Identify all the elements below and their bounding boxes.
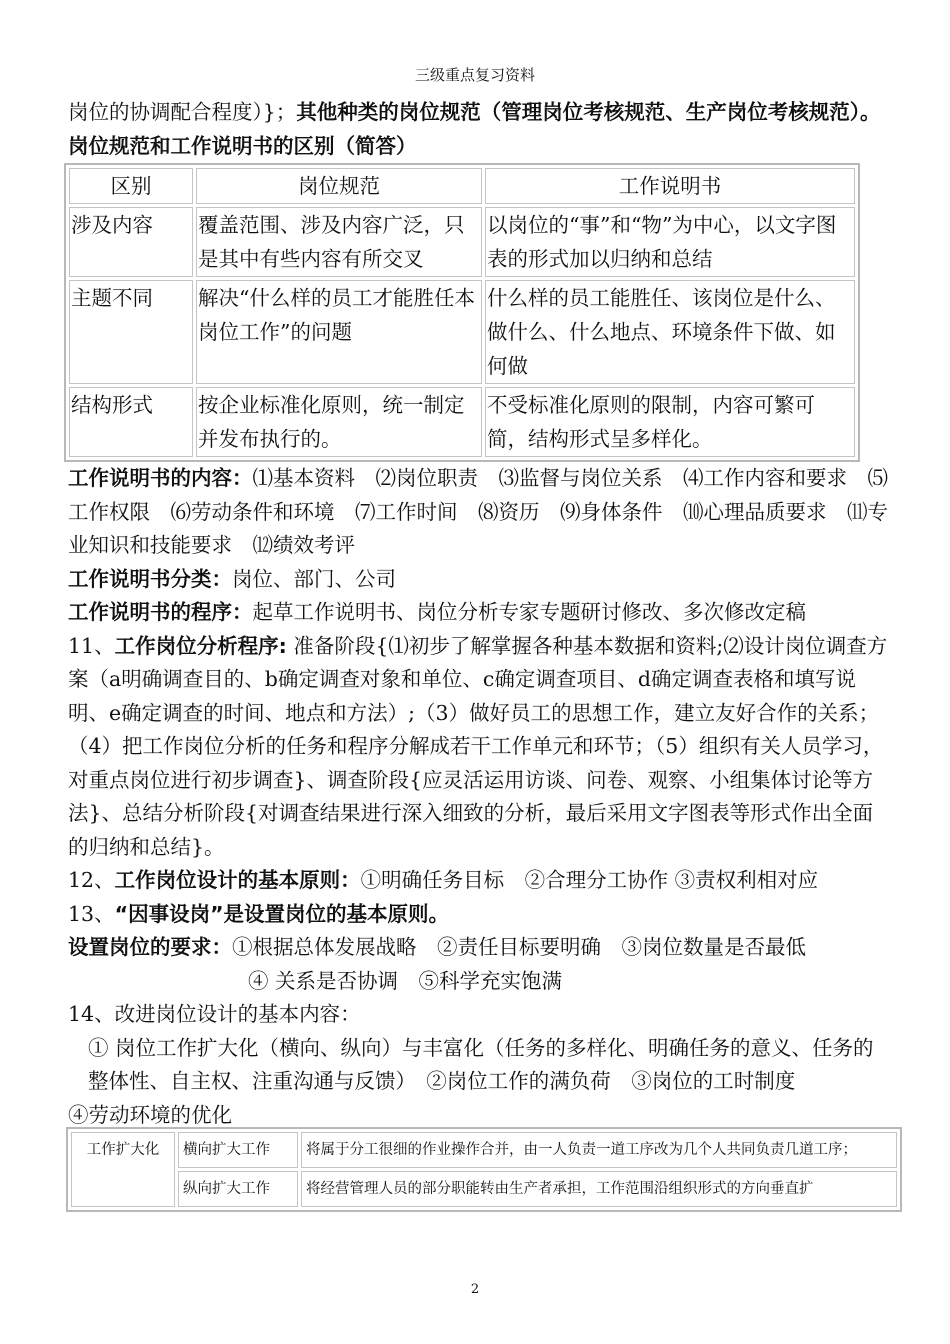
section-13-number: 13、 bbox=[68, 901, 115, 926]
section-13-label: “因事设岗”是设置岗位的基本原则。 bbox=[114, 901, 450, 926]
table-cell: 横向扩大工作 bbox=[178, 1132, 298, 1168]
section-14-text: ① 岗位工作扩大化（横向、纵向）与丰富化（任务的多样化、明确任务的意义、任务的整体性、自主权、注重沟通与反馈） ②岗位工作的满负荷 ③岗位的工时制度 bbox=[88, 1035, 874, 1093]
section-12-number: 12、 bbox=[68, 868, 115, 892]
section-12 bbox=[68, 864, 888, 898]
table-row bbox=[69, 387, 855, 457]
table-cell: 将经营管理人员的部分职能转由生产者承担，工作范围沿组织形式的方向垂直扩 bbox=[301, 1171, 897, 1207]
section-11-text: 准备阶段{⑴初步了解掌握各种基本数据和资料;⑵设计岗位调查方案（a明确调查目的、b确定调查对象和单位、c确定调查项目、d确定调查表格和填写说明、e确定调查的时间、地点和方法）;（3）做好员工的思想工作，建立友好合作的关系；（4）把工作岗位分析的任务和程序分解成若干工作单元和环节；（5）组织有关人员学习，对重点岗位进行初步调查}、调查阶段{应灵活运用访谈、问卷、观察、小组集体讨论等方法}、总结分析阶段{对调查结果进行深入细致的分析，最后采用文字图表等形式作出全面的归纳和总结}。 bbox=[68, 633, 888, 859]
table-row bbox=[69, 280, 855, 384]
section-11-number: 11、 bbox=[68, 633, 115, 658]
requirements-line2: ④ 关系是否协调 ⑤科学充实饱满 bbox=[248, 968, 563, 993]
jd-class-label: 工作说明书分类： bbox=[68, 566, 232, 591]
jd-proc-label: 工作说明书的程序： bbox=[68, 600, 253, 624]
table-cell: 解决“什么样的员工才能胜任本岗位工作”的问题 bbox=[196, 280, 482, 384]
document-body bbox=[68, 96, 888, 1132]
jd-content-paragraph bbox=[68, 462, 888, 563]
table-cell: 纵向扩大工作 bbox=[178, 1171, 298, 1207]
requirements-paragraph bbox=[68, 931, 888, 965]
table-cell: 结构形式 bbox=[69, 387, 193, 457]
jd-content-label: 工作说明书的内容： bbox=[68, 466, 253, 490]
section-11 bbox=[68, 630, 888, 865]
header-cell: 区别 bbox=[69, 168, 193, 204]
table-cell: 以岗位的“事”和“物”为中心，以文字图表的形式加以归纳和总结 bbox=[485, 207, 855, 277]
table-cell: 涉及内容 bbox=[69, 207, 193, 277]
section-14-title: 14、改进岗位设计的基本内容： bbox=[68, 1002, 361, 1026]
table-row bbox=[69, 207, 855, 277]
other-norms-text: 其他种类的岗位规范（管理岗位考核规范、生产岗位考核规范）。 bbox=[296, 100, 881, 124]
table-cell: 什么样的员工能胜任、该岗位是什么、做什么、什么地点、环境条件下做、如何做 bbox=[485, 280, 855, 384]
section-13 bbox=[68, 898, 888, 932]
requirements-line1: ①根据总体发展战略 ②责任目标要明确 ③岗位数量是否最低 bbox=[232, 935, 806, 959]
job-enlargement-table bbox=[66, 1127, 902, 1212]
jd-class-text: 岗位、部门、公司 bbox=[232, 566, 396, 591]
table-cell: 覆盖范围、涉及内容广泛，只是其中有些内容有所交叉 bbox=[196, 207, 482, 277]
jd-content-text: ⑴基本资料 ⑵岗位职责 ⑶监督与岗位关系 ⑷工作内容和要求 ⑸工作权限 ⑹劳动条件和环境 ⑺工作时间 ⑻资历 ⑼身体条件 ⑽心理品质要求 ⑾专业知识和技能要求 ⑿绩效考评 bbox=[68, 466, 888, 557]
section-11-label: 工作岗位分析程序: bbox=[114, 633, 287, 658]
page-header: 三级重点复习资料 bbox=[414, 66, 535, 84]
table-cell: 按企业标准化原则，统一制定并发布执行的。 bbox=[196, 387, 482, 457]
table-title: 岗位规范和工作说明书的区别（简答） bbox=[68, 133, 417, 158]
section-12-text: ①明确任务目标 ②合理分工协作 ③责权利相对应 bbox=[360, 868, 819, 892]
jd-class-paragraph bbox=[68, 563, 888, 597]
table-cell: 主题不同 bbox=[69, 280, 193, 384]
header-cell: 岗位规范 bbox=[196, 168, 482, 204]
table-cell: 将属于分工很细的作业操作合并，由一人负责一道工序改为几个人共同负责几道工序； bbox=[301, 1132, 897, 1168]
table-cell: 不受标准化原则的限制，内容可繁可简，结构形式呈多样化。 bbox=[485, 387, 855, 457]
page-number: 2 bbox=[470, 1282, 480, 1297]
jd-proc-text: 起草工作说明书、岗位分析专家专题研讨修改、多次修改定稿 bbox=[252, 600, 806, 624]
table-row bbox=[71, 1132, 897, 1168]
paragraph-continuation bbox=[68, 96, 888, 130]
continuation-text: 岗位的协调配合程度）}； bbox=[68, 100, 297, 124]
header-cell: 工作说明书 bbox=[485, 168, 855, 204]
section-14-text2: ④劳动环境的优化 bbox=[68, 1102, 232, 1127]
requirements-label: 设置岗位的要求： bbox=[68, 935, 232, 959]
table-row bbox=[71, 1171, 897, 1207]
section-12-label: 工作岗位设计的基本原则： bbox=[114, 868, 361, 892]
table-header-row bbox=[69, 168, 855, 204]
jd-proc-paragraph bbox=[68, 596, 888, 630]
table-cell: 工作扩大化 bbox=[71, 1132, 175, 1207]
comparison-table bbox=[64, 163, 860, 462]
